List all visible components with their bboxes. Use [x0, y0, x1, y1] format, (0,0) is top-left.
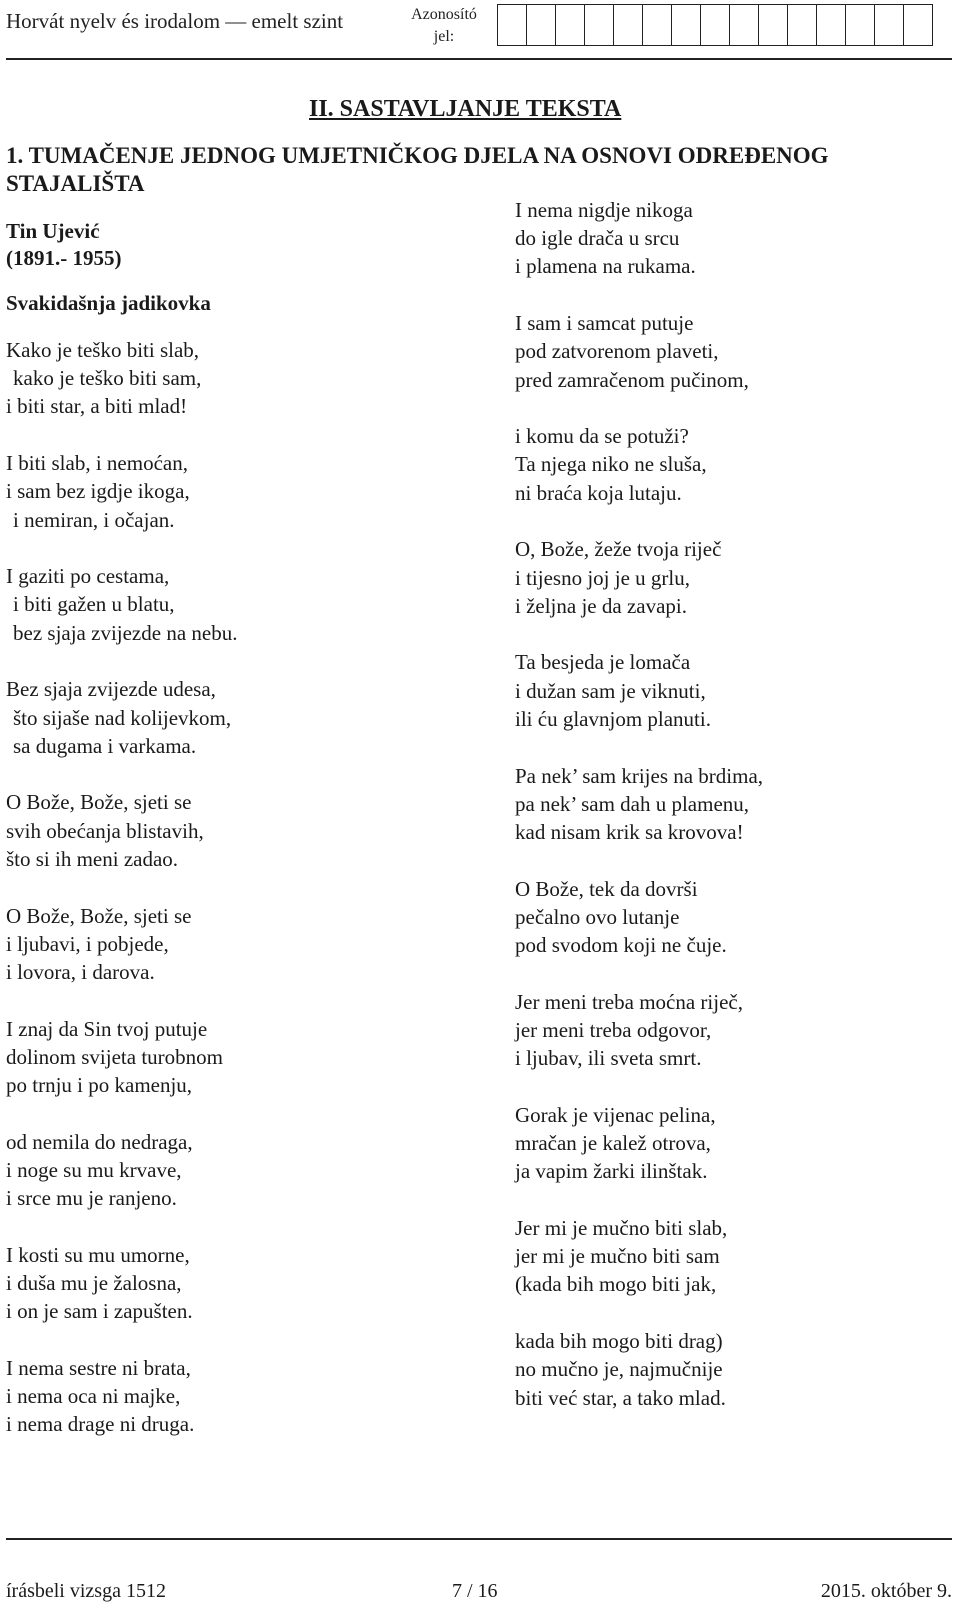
- author-name: Tin Ujević: [6, 219, 100, 243]
- poem-line: Bez sjaja zvijezde udesa,: [6, 677, 216, 702]
- stanza: [6, 1241, 466, 1326]
- exam-date: 2015. október 9.: [820, 1580, 952, 1602]
- poem-line: I znaj da Sin tvoj putuje: [6, 1016, 208, 1041]
- identifier-box[interactable]: [497, 4, 527, 46]
- poem-line: i lovora, i darova.: [6, 959, 155, 984]
- poem-line: O, Bože, žeže tvoja riječ: [515, 537, 722, 562]
- stanza: [6, 1015, 466, 1100]
- poem-line: što sijaše nad kolijevkom,: [13, 705, 232, 730]
- poem-line: i biti star, a biti mlad!: [6, 394, 188, 419]
- poem-line: O Bože, tek da dovrši: [515, 876, 698, 901]
- poem-line: i ljubavi, i pobjede,: [6, 931, 169, 956]
- stanza: [6, 1354, 466, 1439]
- footer-divider: [6, 1538, 952, 1540]
- poem-line: I kosti su mu umorne,: [6, 1242, 190, 1267]
- poem-line: pa nek’ sam dah u plamenu,: [515, 791, 750, 816]
- poem-line: Pa nek’ sam krijes na brdima,: [515, 763, 764, 788]
- author-block: [6, 218, 121, 272]
- poem-line: i nema drage ni druga.: [6, 1412, 195, 1437]
- poem-line: I nema nigdje nikoga: [515, 198, 693, 222]
- poem-line: biti već star, a tako mlad.: [515, 1385, 726, 1410]
- poem-line: no mučno je, najmučnije: [515, 1357, 723, 1382]
- stanza: [515, 648, 955, 733]
- poem-line: dolinom svijeta turobnom: [6, 1044, 223, 1069]
- stanza: [515, 1101, 955, 1186]
- identifier-box[interactable]: [526, 4, 556, 46]
- stanza: [6, 562, 466, 647]
- exam-code: írásbeli vizsga 1512: [6, 1580, 166, 1602]
- poem-line: I nema sestre ni brata,: [6, 1355, 191, 1380]
- poem-column-right: [515, 196, 955, 1440]
- identifier-box[interactable]: [729, 4, 759, 46]
- poem-line: i biti gažen u blatu,: [13, 592, 175, 617]
- poem-line: O Bože, Bože, sjeti se: [6, 903, 192, 928]
- identifier-box[interactable]: [787, 4, 817, 46]
- identifier-box[interactable]: [584, 4, 614, 46]
- stanza: [6, 449, 466, 534]
- poem-line: i ljubav, ili sveta smrt.: [515, 1046, 702, 1071]
- stanza: [515, 1327, 955, 1412]
- identifier-box[interactable]: [845, 4, 875, 46]
- author-years: (1891.- 1955): [6, 246, 122, 270]
- poem-line: od nemila do nedraga,: [6, 1129, 193, 1154]
- poem-line: I sam i samcat putuje: [515, 311, 694, 336]
- poem-line: i nemiran, i očajan.: [13, 507, 175, 532]
- poem-line: Jer mi je mučno biti slab,: [515, 1215, 728, 1240]
- poem-line: kada bih mogo biti drag): [515, 1329, 723, 1354]
- poem-line: Kako je teško biti slab,: [6, 338, 200, 362]
- poem-title: Svakidašnja jadikovka: [6, 291, 211, 315]
- poem-line: jer mi je mučno biti sam: [515, 1244, 720, 1269]
- stanza: [6, 788, 466, 873]
- poem-line: Ta besjeda je lomača: [515, 650, 691, 675]
- poem-line: i sam bez igdje ikoga,: [6, 479, 190, 504]
- section-title: II. SASTAVLJANJE TEKSTA: [309, 96, 622, 122]
- poem-line: kad nisam krik sa krovova!: [515, 819, 744, 844]
- poem-line: Jer meni treba moćna riječ,: [515, 989, 743, 1014]
- poem-line: ja vapim žarki ilinštak.: [515, 1159, 708, 1184]
- task-title: 1. TUMAČENJE JEDNOG UMJETNIČKOG DJELA NA OSNOVI ODREĐENOG STAJALIŠTA: [6, 143, 829, 196]
- exam-subject-title: Horvát nyelv és irodalom — emelt szint: [6, 9, 344, 33]
- poem-line: O Bože, Bože, sjeti se: [6, 790, 192, 815]
- poem-line: po trnju i po kamenju,: [6, 1073, 193, 1098]
- poem-line: Ta njega niko ne sluša,: [515, 452, 707, 477]
- poem-line: pod svodom koji ne čuje.: [515, 933, 727, 958]
- stanza: [6, 675, 466, 760]
- stanza: [515, 309, 955, 394]
- identifier-box[interactable]: [555, 4, 585, 46]
- poem-line: i noge su mu krvave,: [6, 1157, 182, 1182]
- poem-column-left: [6, 336, 466, 1467]
- poem-line: mračan je kalež otrova,: [515, 1131, 711, 1156]
- poem-line: pod zatvorenom plaveti,: [515, 339, 719, 364]
- poem-line: I gaziti po cestama,: [6, 564, 170, 589]
- poem-line: sa dugama i varkama.: [13, 733, 197, 758]
- poem-line: i željna je da zavapi.: [515, 593, 687, 618]
- poem-line: pred zamračenom pučinom,: [515, 367, 749, 392]
- poem-line: i nema oca ni majke,: [6, 1384, 181, 1409]
- identifier-box[interactable]: [903, 4, 933, 46]
- stanza: [515, 875, 955, 960]
- poem-line: jer meni treba odgovor,: [515, 1017, 712, 1042]
- poem-line: pečalno ovo lutanje: [515, 904, 680, 929]
- poem-line: i komu da se potuži?: [515, 424, 689, 449]
- stanza: [515, 762, 955, 847]
- identifier-box[interactable]: [816, 4, 846, 46]
- stanza: [6, 902, 466, 987]
- page-header: [0, 0, 960, 64]
- page-number: 7 / 16: [452, 1580, 498, 1602]
- header-divider: [6, 58, 952, 60]
- identifier-box[interactable]: [758, 4, 788, 46]
- poem-line: kako je teško biti sam,: [13, 366, 202, 391]
- stanza: [515, 988, 955, 1073]
- poem-line: svih obećanja blistavih,: [6, 818, 204, 843]
- stanza: [515, 1214, 955, 1299]
- poem-line: i tijesno joj je u grlu,: [515, 565, 690, 590]
- stanza: [515, 196, 955, 281]
- poem-line: i duša mu je žalosna,: [6, 1271, 182, 1296]
- poem-line: bez sjaja zvijezde na nebu.: [13, 620, 238, 645]
- identifier-box[interactable]: [874, 4, 904, 46]
- poem-line: i srce mu je ranjeno.: [6, 1186, 177, 1211]
- identifier-boxes: [497, 4, 932, 48]
- poem-line: ili ću glavnjom planuti.: [515, 706, 711, 731]
- poem-line: Gorak je vijenac pelina,: [515, 1102, 716, 1127]
- identifier-label: Azonosító jel:: [411, 6, 477, 45]
- identifier-box[interactable]: [613, 4, 643, 46]
- identifier-box[interactable]: [700, 4, 730, 46]
- poem-line: što si ih meni zadao.: [6, 846, 179, 871]
- stanza: [515, 422, 955, 507]
- poem-line: I biti slab, i nemoćan,: [6, 451, 188, 476]
- poem-line: do igle drača u srcu: [515, 226, 680, 251]
- stanza: [515, 535, 955, 620]
- poem-line: i plamena na rukama.: [515, 254, 696, 279]
- poem-line: ni braća koja lutaju.: [515, 480, 682, 505]
- identifier-box[interactable]: [642, 4, 672, 46]
- stanza: [6, 336, 466, 421]
- stanza: [6, 1128, 466, 1213]
- poem-line: i on je sam i zapušten.: [6, 1299, 193, 1324]
- poem-line: i dužan sam je viknuti,: [515, 678, 706, 703]
- poem-line: (kada bih mogo biti jak,: [515, 1272, 717, 1297]
- identifier-box[interactable]: [671, 4, 701, 46]
